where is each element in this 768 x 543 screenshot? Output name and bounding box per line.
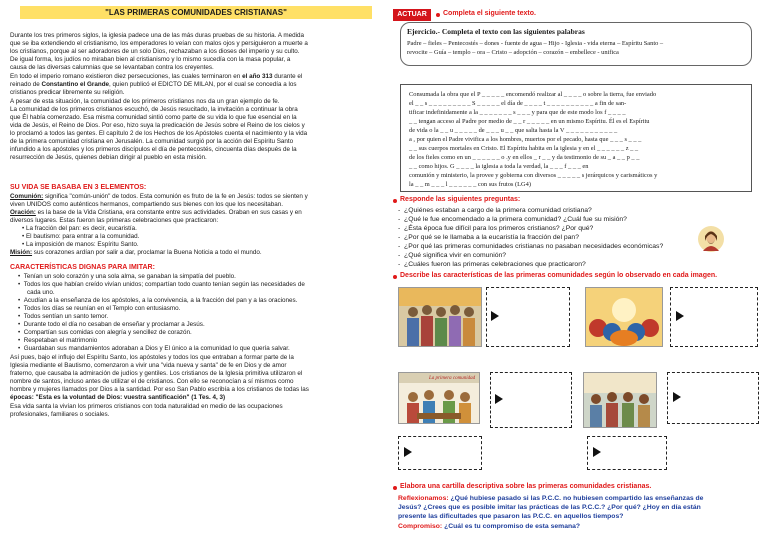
question-item: - ¿Qué le fue encomendado a la primera comunidad? ¿Cuál fue su misión? xyxy=(398,216,627,223)
fill-line: _ _ tengan acceso al Padre por medio de _ _ r _ _ _ _ _ en un mismo Espíritu. Él es el Espíritu xyxy=(409,118,650,125)
arrow-right-icon xyxy=(673,392,681,402)
section-heading: SU VIDA SE BASABA EN 3 ELEMENTOS: xyxy=(10,184,147,191)
text-line: causa de las diversas calumnias que se levantaban contra los creyentes. xyxy=(10,64,214,71)
list-item: • El bautismo: para entrar a la comunidad. xyxy=(22,233,140,240)
bullet-icon xyxy=(393,199,397,203)
task-instruction: Describe las características de las primeras comunidades según lo observado en cada imagen. xyxy=(400,272,718,279)
page-title: "LAS PRIMERAS COMUNIDADES CRISTIANAS" xyxy=(20,6,372,19)
fill-line: Consumada la obra que el P _ _ _ _ _ encomendó realizar al _ _ _ _ o sobre la tierra, fue enviado xyxy=(409,91,657,98)
word-bank-box xyxy=(400,22,752,66)
text-line: reinado de Constantino el Grande, quien publicó el EDICTO DE MILAN, por el cual se concedía a los xyxy=(10,81,297,88)
fill-line: _ _ como hijos. G _ _ _ _ la iglesia a toda la verdad, la _ _ _ f _ _ _ en xyxy=(409,163,589,170)
question-item: - ¿Quiénes estaban a cargo de la primera comunidad cristiana? xyxy=(398,207,592,214)
poster-label: La primera comunidad xyxy=(429,376,476,381)
text-line: Iglesia mediante el Bautismo, comenzaron a vivir una "vida nueva y santa" de fe en Dios y de amor xyxy=(10,362,287,369)
question-item: - ¿Por qué se le llamaba a la eucaristía la fracción del pan? xyxy=(398,234,579,241)
text-line: vida de Jesús, el Reino de Dios. Por eso, hizo suya la predicación de Jesús sobre el Reino de los cielos y xyxy=(10,122,305,129)
question-item: - ¿Por qué las primeras comunidades cristianas no pasaban necesidades económicas? xyxy=(398,243,664,250)
word-bank-line: Padre – fieles – Pentecostés – dones - fuente de agua – Hijo - Iglesia - vida eterna – Espíritu Santo – xyxy=(407,40,664,47)
text-line: Misión: sus corazones ardían por salir a dar, proclamar la Buena Noticia a todo el mundo. xyxy=(10,249,262,256)
text-line: que Él había comenzado. Esa misma comunidad sintió como parte de su vida lo que fue esencial en la xyxy=(10,114,297,121)
list-item: • Acudían a la enseñanza de los apóstoles, a la convivencia, a la fracción del pan y a las oraciones. xyxy=(18,297,298,304)
exercise-title: Ejercicio.- Completa el texto con las siguientes palabras xyxy=(407,27,585,36)
reflection-line: Jesús? ¿Crees que es posible imitar las prácticas de las P.C.C.? ¿Por qué? ¿Hoy en día están xyxy=(398,504,701,511)
text-line: diversos lugares. Estas fueron las primeras celebraciones que practicaron: xyxy=(10,217,219,224)
list-item: • Durante todo el día no cesaban de enseñar y proclamar a Jesús. xyxy=(18,321,205,328)
fill-line: comunión y ministerio, la provee y gobierna con diversos _ _ _ _ _ s jerárquicos y carismáticos y xyxy=(409,172,658,179)
task-instruction: Completa el siguiente texto. xyxy=(443,10,536,17)
fill-line: de vida o la _ _ u _ _ _ _ _ de _ _ _ u _ _ que salta hasta la V _ _ _ _ _ _ _ _ _ _ _ xyxy=(409,127,618,134)
list-item: • Compartían sus comidas con alegría y sencillez de corazón. xyxy=(18,329,192,336)
list-item: cada uno. xyxy=(27,289,55,296)
community-image-3 xyxy=(398,372,480,424)
text-line: Esa vida santa la vivían los primeros cristianos con toda naturalidad en medio de las ocupaciones xyxy=(10,403,283,410)
bullet-icon xyxy=(393,486,397,490)
list-item: • La fracción del pan: es decir, eucaristía. xyxy=(22,225,137,232)
fill-line: _ _ sus cuerpos mortales en Cristo. El Espíritu habita en la iglesia y en el _ _ _ _ _ _ z _ _ xyxy=(409,145,639,152)
question-item: - ¿Ésta época fue difícil para los primeros cristianos? ¿Por qué? xyxy=(398,225,594,232)
community-image-4 xyxy=(583,372,657,428)
fill-line: el _ _ s _ _ _ _ _ _ _ _ _ S _ _ _ _ _ el día de _ _ _ _ t _ _ _ _ _ _ _ _ _ _ a fin de san- xyxy=(409,100,627,107)
text-line: fraterno, que causaba la admiración de judíos y gentiles. Los cristianos de la Iglesia primitiva utilizaron el xyxy=(10,370,303,377)
text-line: hombre y mujeres llamados por Dios a la santidad. Por eso San Pablo escribía a los cristianos de todas las xyxy=(10,386,309,393)
text-line: que se iba extendiendo el cristianismo, los emperadores lo veían con malos ojos y persiguieron a muerte a xyxy=(10,40,308,47)
text-line: En todo el imperio romano existieron diez persecuciones, las cuales terminaron en el año 313 durante el xyxy=(10,73,303,80)
task-instruction: Responde las siguientes preguntas: xyxy=(400,196,521,203)
fill-line: de los fieles como en un _ _ _ _ _ _ o .y en ellos _ r _ _ y da testimonio de su _ a _ _ p _ _ xyxy=(409,154,640,161)
text-line: De igual forma, los judíos no miraban bien al cristianismo y lo mismo sucedía con la masa popular, a xyxy=(10,56,291,63)
text-line: de la primera comunidad cristiana en Jerusalén. La comunidad surgió por la acción del Espíritu Santo xyxy=(10,138,294,145)
text-line: Oración: es la base de la Vida Cristiana, era constante entre sus actividades. Oraban en sus casas y en xyxy=(10,209,302,216)
text-line: infundido a los apóstoles y los primeros discípulos el día de pentecostés, cincuenta días después de la xyxy=(10,146,297,153)
commitment-line: Compromiso: ¿Cuál es tu compromiso de esta semana? xyxy=(398,523,581,530)
reflection-line: Reflexionamos: ¿Qué hubiese pasado si las P.C.C. no hubiesen compartido las enseñanzas de xyxy=(398,495,704,502)
bullet-icon xyxy=(436,13,440,17)
bullet-icon xyxy=(393,275,397,279)
community-image-2 xyxy=(585,287,663,347)
text-line: viven UNIDOS como auténticos hermanos, compartiendo sus bienes con los que los necesitaban. xyxy=(10,201,284,208)
text-line: cristianos predicar libremente su religión. xyxy=(10,89,125,96)
arrow-right-icon xyxy=(593,447,601,457)
community-image-1 xyxy=(398,287,482,347)
arrow-right-icon xyxy=(495,394,503,404)
text-line: resurrección de Jesús, quienes debían dirigir al pueblo en esta misión. xyxy=(10,154,207,161)
text-line: A pesar de esta situación, la comunidad de los primeros cristianos nos da un gran ejemplo de fe. xyxy=(10,98,280,105)
text-line: Comunión: significa "común-unión" de todos. Esta comunión es fruto de la fe en Jesús: todos se sienten y xyxy=(10,193,308,200)
text-line: nombre de santos, incluso antes de utilizar el de cristianos. Con ello se reconocían a sí mismos como xyxy=(10,378,294,385)
reflection-line: presente las dificultades que pasaron las P.C.C. en aquellos tiempos? xyxy=(398,513,624,520)
question-item: - ¿Cuáles fueron las primeras celebraciones que practicaron? xyxy=(398,261,586,268)
arrow-right-icon xyxy=(676,311,684,321)
list-item: • Todos sentían un santo temor. xyxy=(18,313,109,320)
text-line: profesionales, familiares o sociales. xyxy=(10,411,110,418)
arrow-right-icon xyxy=(404,447,412,457)
actuar-badge: ACTUAR xyxy=(393,9,431,21)
fill-line: tificar indefinidamente a la _ _ _ _ _ _ _ s _ _ _ y para que de este modo los f _ _ _ _ xyxy=(409,109,626,116)
word-bank-line: revocite – Guía – templo – ora – Cristo – adopción – corazón – embellece - unifica xyxy=(407,49,619,56)
list-item: • La imposición de manos: Espíritu Santo. xyxy=(22,241,139,248)
task-instruction: Elabora una cartilla descriptiva sobre las primeras comunidades cristianas. xyxy=(400,483,652,490)
fill-line: la _ _ m _ _ _ l _ _ _ _ _ _ con sus frutos (LG4) xyxy=(409,181,531,188)
text-line: lo proclamó a todos las gentes. El capítulo 2 de los Hechos de los Apóstoles cuenta el nacimiento y la vida xyxy=(10,130,308,137)
list-item: • Guardaban sus mandamientos adoraban a Dios y El único a la comunidad lo que quería salvar. xyxy=(18,345,290,352)
jesus-portrait-image xyxy=(697,225,725,253)
fill-in-text-box[interactable] xyxy=(400,84,752,192)
list-item: • Respetaban el matrimonio xyxy=(18,337,98,344)
list-item: • Todos los que habían creído vivían unidos; compartían todo cuanto tenían según las necesidades de xyxy=(18,281,305,288)
arrow-right-icon xyxy=(491,311,499,321)
question-item: - ¿Qué significa vivir en comunión? xyxy=(398,252,507,259)
text-line: épocas: "Esta es la voluntad de Dios: vuestra santificación" (1 Tes. 4, 3) xyxy=(10,394,226,401)
fill-line: a , por quien el Padre vivifica a los hombres, muertos por el pecado, hasta que _ _ _ s _ _ _ xyxy=(409,136,642,143)
text-line: Durante los tres primeros siglos, la iglesia padece una de las más duras pruebas de su historia. A medida xyxy=(10,32,305,39)
text-line: los cristianos, porque al ser adoradores de un solo Dios, rechazaban a los dioses del imperio y su culto. xyxy=(10,48,300,55)
text-line: Así pues, bajo el influjo del Espíritu Santo, los apóstoles y todos los que entraban a formar parte de la xyxy=(10,354,294,361)
list-item: • Todos los días se reunían en el Templo con entusiasmo. xyxy=(18,305,181,312)
list-item: • Tenían un solo corazón y una sola alma, se ganaban la simpatía del pueblo. xyxy=(18,273,236,280)
section-heading: CARACTERÍSTICAS DIGNAS PARA IMITAR: xyxy=(10,264,155,271)
text-line: La comunidad de los primeros cristianos escuchó, de Jesús resucitado, la invitación a continuar la obra xyxy=(10,106,298,113)
